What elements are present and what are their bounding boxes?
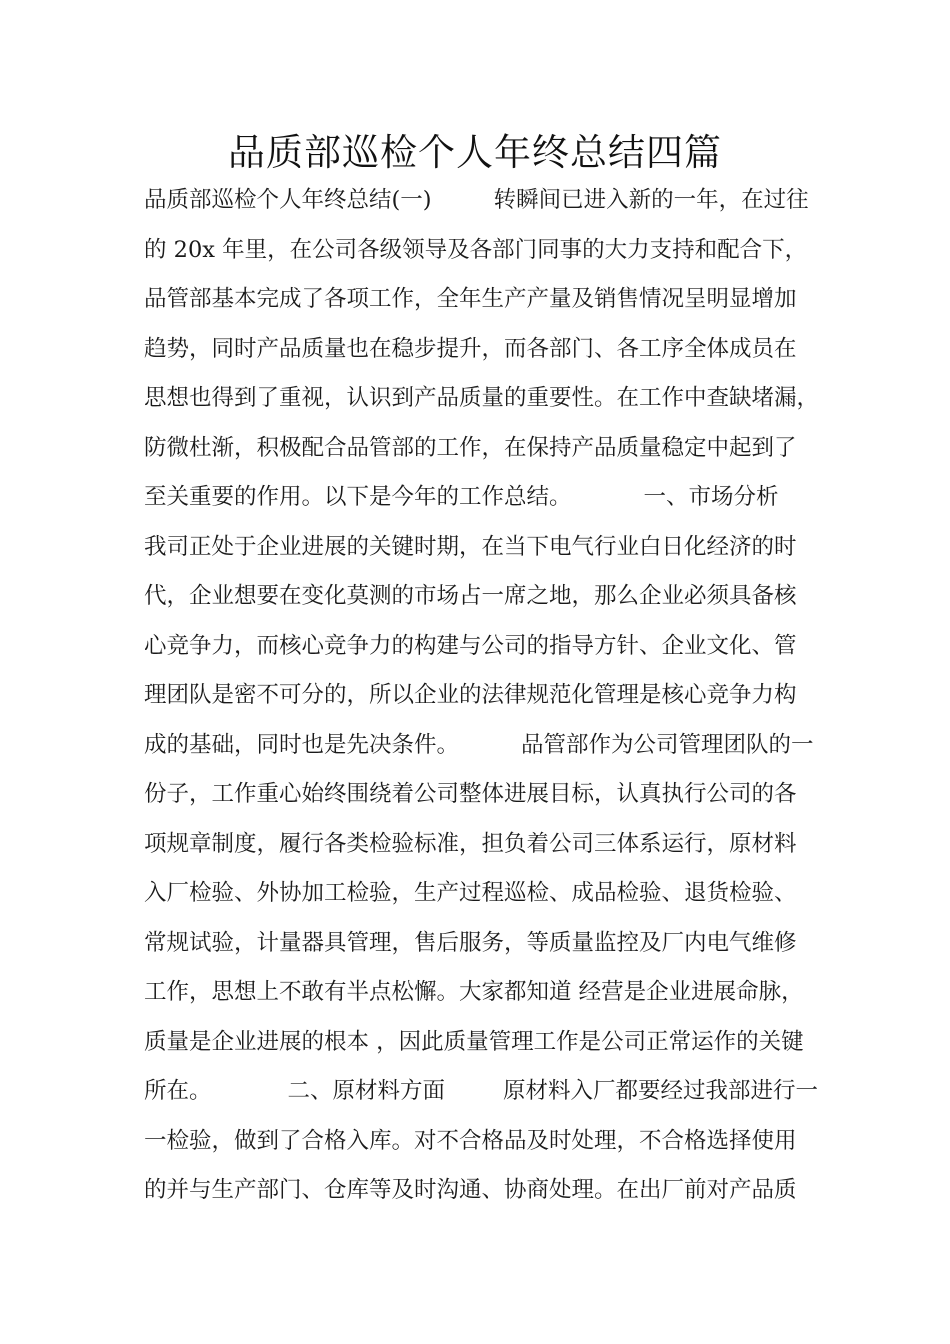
body-line: [144, 721, 824, 771]
text-segment: 二、原材料方面: [287, 1078, 446, 1104]
body-line: [144, 424, 824, 474]
body-line: [144, 275, 824, 325]
text-segment: 品质部巡检个人年终总结(一): [144, 187, 432, 213]
document-title: 品质部巡检个人年终总结四篇: [228, 131, 722, 174]
text-segment: 一、市场分析: [643, 484, 779, 510]
body-line: [144, 473, 824, 523]
body-line: [144, 1117, 824, 1167]
body-line: [144, 1166, 824, 1216]
body-line: [144, 1067, 824, 1117]
document-body: [144, 176, 824, 1216]
text-segment: 成的基础，同时也是先决条件。: [144, 731, 460, 758]
text-segment: 所在。: [144, 1078, 212, 1104]
body-line: [144, 968, 824, 1018]
text-segment: 心竞争力，而核心竞争力的构建与公司的指导方针、企业文化、管: [144, 632, 797, 659]
text-segment: 的 20x 年里，在公司各级领导及各部门同事的大力支持和配合下，: [144, 236, 808, 263]
text-segment: 思想也得到了重视，认识到产品质量的重要性。在工作中查缺堵漏，: [144, 385, 820, 411]
body-line: [144, 572, 824, 622]
text-segment: 转瞬间已进入新的一年，在过往: [493, 187, 809, 213]
text-segment: 防微杜渐，积极配合品管部的工作，在保持产品质量稳定中起到了: [144, 434, 797, 461]
body-line: [144, 770, 824, 820]
text-segment: 代，企业想要在变化莫测的市场占一席之地，那么企业必须具备核: [144, 583, 797, 609]
text-segment: 常规试验，计量器具管理，售后服务，等质量监控及厂内电气维修: [144, 929, 797, 956]
text-segment: 至关重要的作用。以下是今年的工作总结。: [144, 484, 572, 510]
body-line: [144, 1018, 824, 1068]
text-segment: 品管部作为公司管理团队的一: [521, 731, 814, 758]
text-segment: 项规章制度，履行各类检验标准，担负着公司三体系运行，原材料: [144, 830, 797, 857]
body-line: [144, 820, 824, 870]
text-segment: 入厂检验、外协加工检验，生产过程巡检、成品检验、退货检验、: [144, 880, 797, 906]
body-line: [144, 919, 824, 969]
body-line: [144, 869, 824, 919]
text-segment: 的并与生产部门、仓库等及时沟通、协商处理。在出厂前对产品质: [144, 1177, 797, 1203]
text-segment: 份子，工作重心始终围绕着公司整体进展目标，认真执行公司的各: [144, 781, 797, 807]
body-line: [144, 374, 824, 424]
body-line: [144, 226, 824, 276]
text-segment: 品管部基本完成了各项工作，全年生产产量及销售情况呈明显增加: [144, 286, 797, 312]
text-segment: 质量是企业进展的根本 ，因此质量管理工作是公司正常运作的关键: [144, 1028, 804, 1055]
text-segment: 我司正处于企业进展的关键时期，在当下电气行业白日化经济的时: [144, 533, 797, 560]
body-line: [144, 622, 824, 672]
body-line: [144, 325, 824, 375]
text-segment: 原材料入厂都要经过我部进行一: [503, 1078, 819, 1104]
text-segment: 工作，思想上不敢有半点松懈。大家都知道 经营是企业进展命脉，: [144, 979, 804, 1005]
body-line: [144, 523, 824, 573]
body-line: [144, 671, 824, 721]
text-segment: 理团队是密不可分的，所以企业的法律规范化管理是核心竞争力构: [144, 682, 797, 708]
body-line: [144, 176, 824, 226]
text-segment: 趋势，同时产品质量也在稳步提升，而各部门、各工序全体成员在: [144, 335, 797, 362]
text-segment: 一检验，做到了合格入库。对不合格品及时处理，不合格选择使用: [144, 1127, 797, 1154]
